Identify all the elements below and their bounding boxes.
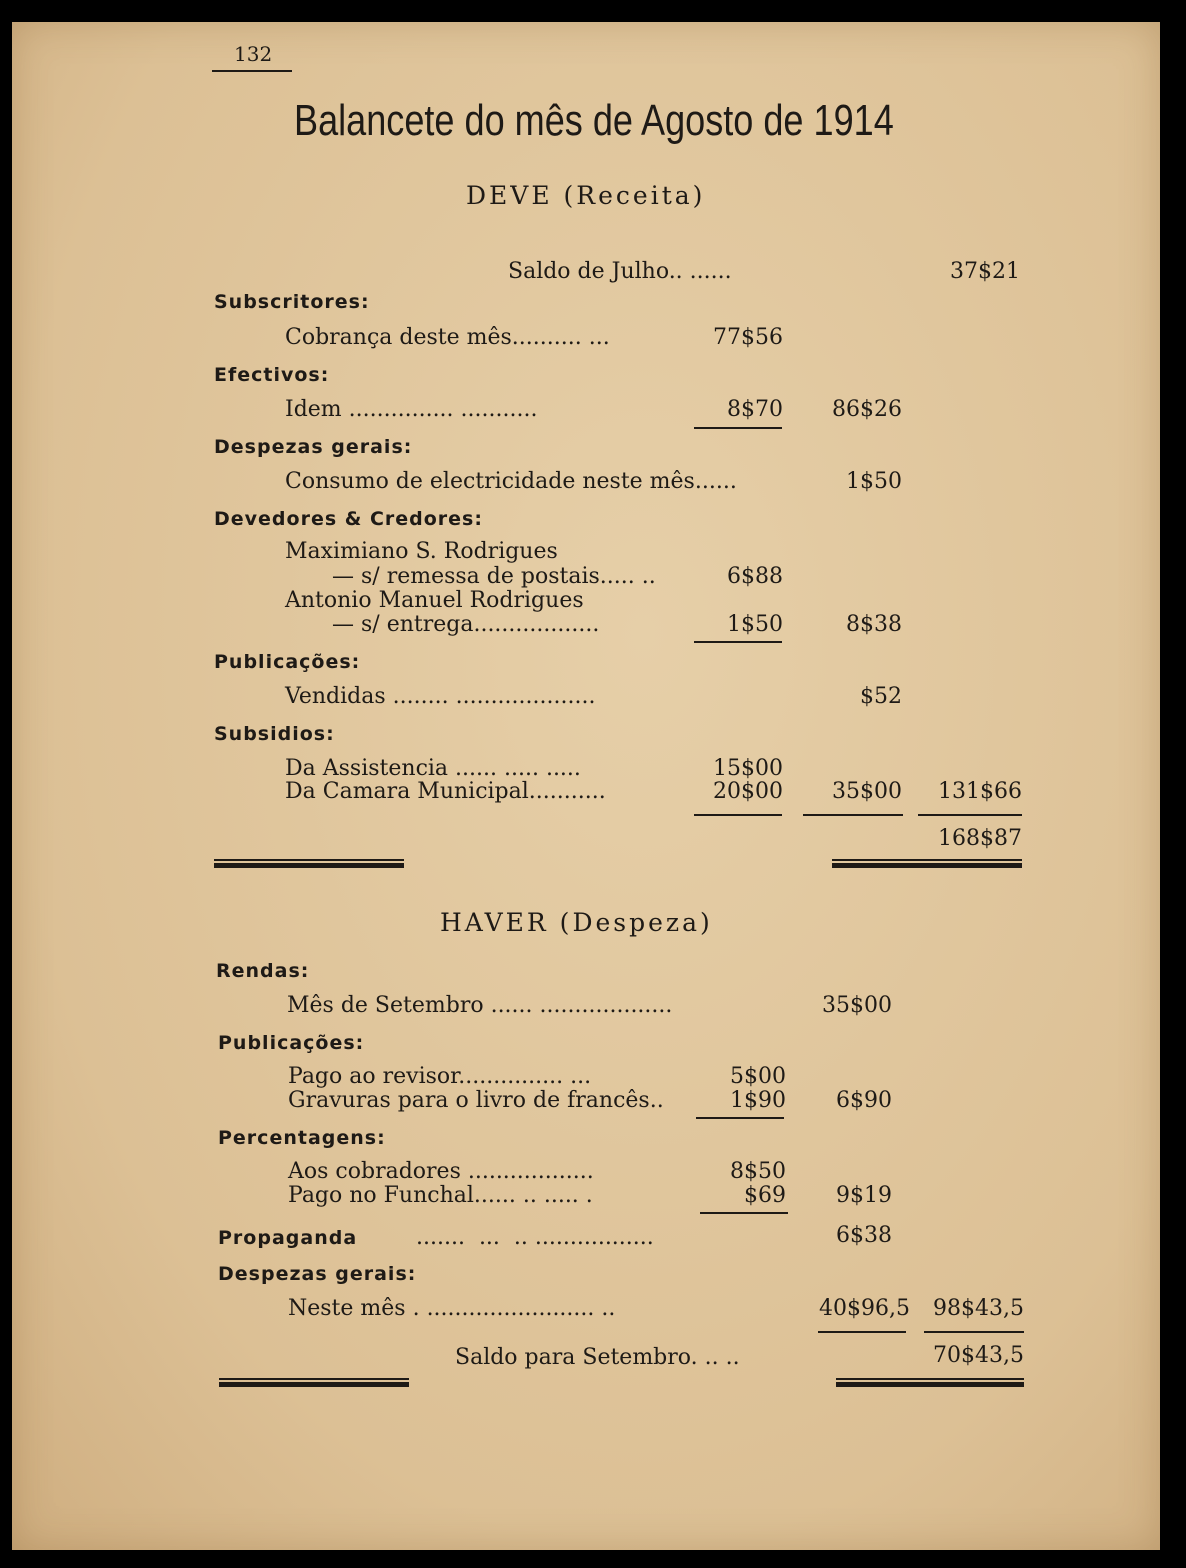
publicacoes-heading: Publicações: <box>214 651 361 673</box>
despeza-sum: 98$43,5 <box>933 1296 1024 1321</box>
closing-double-rule <box>214 859 404 868</box>
maximiano-label: — s/ remessa de postais..... .. <box>332 564 656 589</box>
subtotal-rule <box>696 1117 784 1119</box>
propaganda-dots: ....... ... .. ................. <box>416 1225 654 1250</box>
subscritores-heading: Subscritores: <box>214 291 370 313</box>
subtotal-rule <box>694 641 782 643</box>
camara-value: 20$00 <box>713 779 783 804</box>
document-title: Balancete do mês de Agosto de 1914 <box>294 96 894 145</box>
percentagens-total: 9$19 <box>836 1183 892 1208</box>
saldo-julho-value: 37$21 <box>950 259 1020 284</box>
saldo-setembro-label: Saldo para Setembro. .. .. <box>455 1345 740 1370</box>
cobradores-label: Aos cobradores .................. <box>288 1159 594 1184</box>
funchal-label: Pago no Funchal...... .. ..... . <box>288 1183 593 1208</box>
maximiano-value: 6$88 <box>727 564 783 589</box>
propaganda-value: 6$38 <box>836 1223 892 1248</box>
maximiano-name: Maximiano S. Rodrigues <box>285 539 558 564</box>
setembro-label: Mês de Setembro ...... ................... <box>287 993 673 1018</box>
devedores-total: 8$38 <box>846 612 902 637</box>
antonio-name: Antonio Manuel Rodrigues <box>285 588 584 613</box>
camara-label: Da Camara Municipal........... <box>285 779 606 804</box>
despezas-gerais-heading: Despezas gerais: <box>214 436 413 458</box>
haver-heading: HAVER (Despeza) <box>440 908 713 937</box>
funchal-value: $69 <box>744 1183 786 1208</box>
publicacoes-haver-heading: Publicações: <box>218 1032 365 1054</box>
closing-double-rule <box>836 1378 1024 1387</box>
rendas-heading: Rendas: <box>216 960 310 982</box>
sum-rule <box>818 1331 906 1333</box>
saldo-julho-label: Saldo de Julho.. ...... <box>508 259 732 284</box>
subsidios-heading: Subsidios: <box>214 723 335 745</box>
subtotal-rule <box>694 427 782 429</box>
grand-total: 168$87 <box>938 826 1022 851</box>
propaganda-heading: Propaganda <box>218 1227 358 1249</box>
subsidios-total: 35$00 <box>832 779 902 804</box>
sum-rule <box>924 1331 1024 1333</box>
gravuras-label: Gravuras para o livro de francês.. <box>288 1088 664 1113</box>
sum-rule <box>803 814 903 816</box>
deve-heading: DEVE (Receita) <box>466 181 706 210</box>
cobranca-label: Cobrança deste mês.......... ... <box>285 325 610 350</box>
subtotal-rule <box>700 1212 788 1214</box>
revisor-value: 5$00 <box>730 1064 786 1089</box>
efectivos-total: 86$26 <box>832 397 902 422</box>
gravuras-value: 1$90 <box>730 1088 786 1113</box>
setembro-value: 35$00 <box>822 993 892 1018</box>
saldo-setembro-value: 70$43,5 <box>933 1343 1024 1368</box>
cobradores-value: 8$50 <box>730 1159 786 1184</box>
page-number: 132 <box>234 42 273 66</box>
consumo-value: 1$50 <box>846 469 902 494</box>
despezas-gerais-haver-heading: Despezas gerais: <box>218 1263 417 1285</box>
consumo-label: Consumo de electricidade neste mês...... <box>285 469 737 494</box>
nestemes-value: 40$96,5 <box>819 1296 910 1321</box>
antonio-label: — s/ entrega.................. <box>332 612 600 637</box>
publicacoes-haver-total: 6$90 <box>836 1088 892 1113</box>
revisor-label: Pago ao revisor............... ... <box>288 1064 592 1089</box>
idem-label: Idem ............... ........... <box>285 397 538 422</box>
assistencia-value: 15$00 <box>713 756 783 781</box>
percentagens-heading: Percentagens: <box>218 1127 386 1149</box>
nestemes-label: Neste mês . ........................ .. <box>288 1296 616 1321</box>
receita-sum: 131$66 <box>938 779 1022 804</box>
devedores-credores-heading: Devedores & Credores: <box>214 508 483 530</box>
efectivos-heading: Efectivos: <box>214 364 330 386</box>
closing-double-rule <box>832 859 1022 868</box>
sum-rule <box>694 814 782 816</box>
closing-double-rule <box>219 1378 409 1387</box>
antonio-value: 1$50 <box>727 612 783 637</box>
sum-rule <box>918 814 1022 816</box>
page-number-rule <box>212 70 292 72</box>
assistencia-label: Da Assistencia ...... ..... ..... <box>285 756 581 781</box>
idem-value: 8$70 <box>727 397 783 422</box>
vendidas-label: Vendidas ........ .................... <box>285 684 596 709</box>
cobranca-value: 77$56 <box>713 325 783 350</box>
vendidas-value: $52 <box>860 684 902 709</box>
